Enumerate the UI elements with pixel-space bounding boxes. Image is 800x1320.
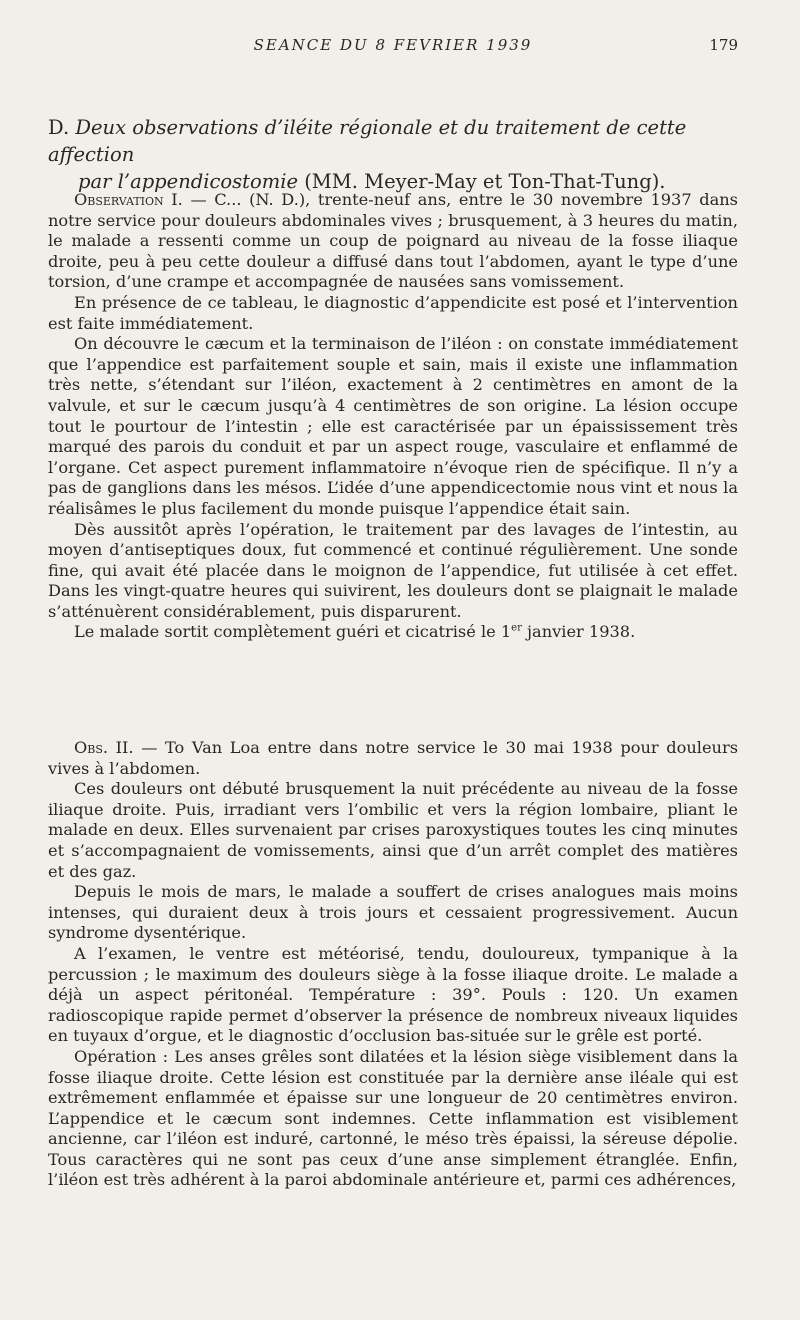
title-authors: (MM. Meyer-May et Ton-That-Tung). <box>304 170 666 193</box>
paragraph: Depuis le mois de mars, le malade a souffert de crises analogues mais moins intenses, qui duraient deux à trois jours et cessaient progressivement. Aucun syndrome dysentérique. <box>48 882 738 943</box>
title-italic-2: par l’appendicostomie <box>78 170 298 193</box>
paragraph: Le malade sortit complètement guéri et cicatrisé le 1er janvier 1938. <box>74 622 636 642</box>
observation-label: Observation I. <box>74 190 183 209</box>
observation-label: Obs. II. <box>74 738 134 757</box>
observation-1 <box>48 190 738 643</box>
paragraph: En présence de ce tableau, le diagnostic d’appendicite est posé et l’intervention est faite immédiatement. <box>48 292 738 333</box>
paragraph: Dès aussitôt après l’opération, le traitement par des lavages de l’intestin, au moyen d’antiseptiques doux, fut commencé et continué régulièrement. Une sonde fine, qui avait été placée dans le moignon de l’appendice, fut utilisée à cet effet. Dans les vingt-quatre heures qui suivirent, les douleurs dont se plaignait le malade s’atténuèrent considérablement, puis disparurent. <box>48 519 738 621</box>
section-title <box>48 114 748 195</box>
paragraph: Ces douleurs ont débuté brusquement la nuit précédente au niveau de la fosse iliaque droite. Puis, irradiant vers l’ombilic et vers la région lombaire, pliant le malade en deux. Elles survenaient par crises paroxystiques toutes les cinq minutes et s’accompagnaient de vomissements, ainsi que d’un arrêt complet des matières et des gaz. <box>48 779 738 881</box>
running-head: SEANCE DU 8 FEVRIER 1939 <box>253 36 533 54</box>
title-italic-1: Deux observations d’iléite régionale et du traitement de cette affection <box>48 116 687 166</box>
paragraph: On découvre le cæcum et la terminaison de l’iléon : on constate immédiatement que l’appendice est parfaitement souple et sain, mais il existe une inflammation très nette, s’étendant sur l’iléon, exactement à 2 centimètres en amont de la valvule, et sur le cæcum jusqu’à 4 centimètres de son origine. La lésion occupe tout le pourtour de l’intestin ; elle est caractérisée par un épaississement très marqué des parois du conduit et par un aspect rouge, vasculaire et enflammé de l’organe. Cet aspect purement inflammatoire n’évoque rien de spécifique. Il n’y a pas de ganglions dans les mésos. L’idée d’une appendicectomie nous vint et nous la réalisâmes le plus facilement du monde puisque l’appendice était sain. <box>48 334 738 518</box>
observation-2 <box>48 738 738 1191</box>
paragraph: Observation I. — C... (N. D.), trente-neuf ans, entre le 30 novembre 1937 dans notre service pour douleurs abdominales vives ; brusquement, à 3 heures du matin, le malade a ressenti comme un coup de poignard au niveau de la fosse iliaque droite, peu à peu cette douleur a diffusé dans tout l’abdomen, ayant le type d’une torsion, d’une crampe et accompagnée de nausées sans vomissement. <box>48 190 738 292</box>
section-letter: D. <box>48 116 70 139</box>
page-header <box>48 36 738 60</box>
paragraph: Opération : Les anses grêles sont dilatées et la lésion siège visiblement dans la fosse iliaque droite. Cette lésion est constituée par la dernière anse iléale qui est extrêmement enflammée et épaisse sur une longueur de 20 centimètres environ. L’appendice et le cæcum sont indemnes. Cette inflammation est visiblement ancienne, car l’iléon est induré, cartonné, le méso très épaissi, la séreuse dépolie. Tous caractères qui ne sont pas ceux d’une anse simplement étranglée. Enfin, l’iléon est très adhérent à la paroi abdominale antérieure et, parmi ces adhérences, <box>48 1046 738 1190</box>
page-number: 179 <box>709 36 738 54</box>
paragraph: A l’examen, le ventre est météorisé, tendu, douloureux, tympanique à la percussion ; le maximum des douleurs siège à la fosse iliaque droite. Le malade a déjà un aspect péritonéal. Température : 39°. Pouls : 120. Un examen radioscopique rapide permet d’observer la présence de nombreux niveaux liquides en tuyaux d’orgue, et le diagnostic d’occlusion bas-située sur le grêle est porté. <box>48 943 738 1046</box>
paragraph: Obs. II. — To Van Loa entre dans notre service le 30 mai 1938 pour douleurs vives à l’abdomen. <box>48 738 738 778</box>
